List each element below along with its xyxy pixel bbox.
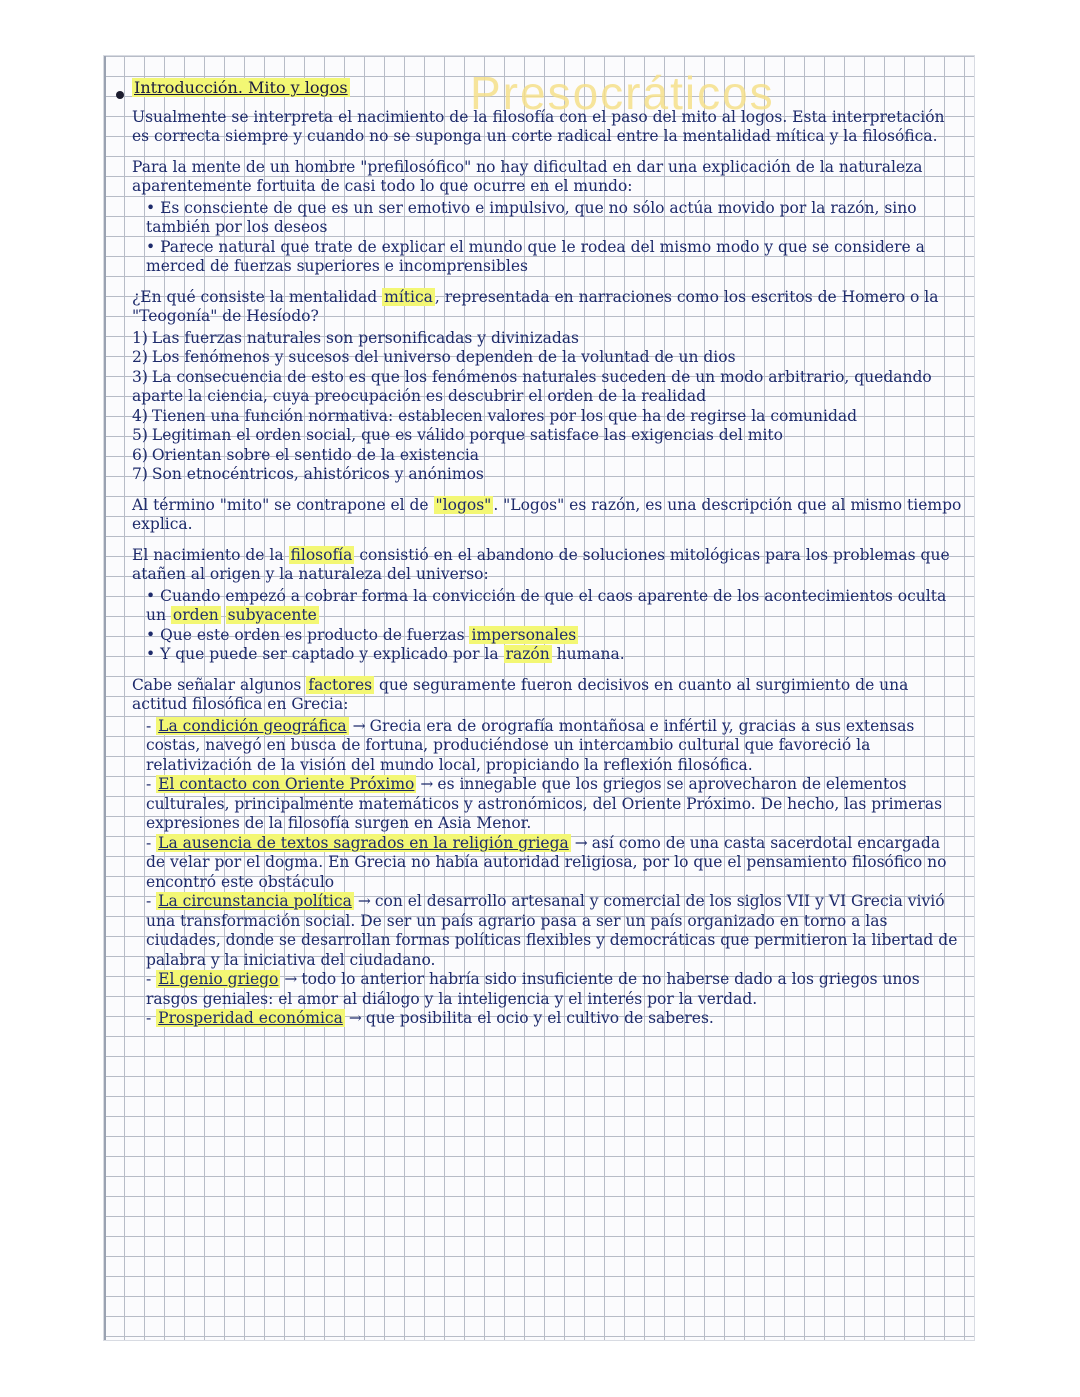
margin-line — [104, 56, 106, 1340]
mythic-question — [132, 288, 962, 327]
factors-text: Cabe señalar algunos — [132, 675, 302, 694]
highlight-subyacente: subyacente — [227, 606, 317, 624]
highlight-razon: razón — [505, 645, 550, 663]
philosophy-birth-list — [132, 587, 962, 665]
factor-text: que posibilita el ocio y el cultivo de saberes. — [365, 1009, 714, 1027]
item-number: 3) — [132, 367, 148, 386]
list-item — [146, 970, 962, 1009]
item-number: 1) — [132, 328, 148, 347]
highlight-factores: factores — [308, 675, 373, 694]
mythic-points-list — [132, 329, 962, 485]
list-item — [146, 892, 962, 970]
item-text: Y que puede ser captado y explicado por la — [160, 645, 499, 663]
list-item — [146, 645, 962, 665]
item-number: 4) — [132, 406, 148, 425]
factor-text: así como de una casta sacerdotal encargada de velar por el dogma. En Grecia no había autoridad religiosa, por lo que el pensamiento filosófico no encontró este obstáculo — [146, 833, 947, 891]
logos-text-end: . "Logos" es razón, es una descripción que al mismo tiempo explica. — [132, 495, 962, 533]
notes-content — [132, 78, 962, 1040]
factor-label: Prosperidad económica — [158, 1009, 343, 1027]
item-text: Los fenómenos y sucesos del universo dependen de la voluntad de un dios — [151, 348, 736, 366]
item-text: Tienen una función normativa: establecen valores por los que ha de regirse la comunidad — [151, 406, 858, 425]
list-item — [146, 1009, 962, 1029]
item-text: La consecuencia de esto es que los fenómenos naturales suceden de un modo arbitrario, quedando aparte la ciencia, cuya preocupación es descubrir el orden de la realidad — [132, 367, 932, 405]
factor-label: El genio griego — [158, 970, 279, 988]
item-text: Cuando empezó a cobrar forma la convicción de que el caos aparente de los acontecimientos oculta un — [146, 586, 947, 624]
item-text: Orientan sobre el sentido de la existencia — [151, 445, 480, 464]
list-item — [132, 368, 962, 407]
question-text: ¿En qué consiste la mentalidad — [132, 287, 378, 306]
highlight-impersonales: impersonales — [471, 625, 577, 644]
item-number: 7) — [132, 465, 148, 483]
logos-definition — [132, 496, 962, 535]
highlight-mitica: mítica — [384, 287, 433, 306]
factors-list — [132, 717, 962, 1029]
factor-text: es innegable que los griegos se aprovecharon de elementos culturales, principalmente matemáticos y astronómicos, del Oriente Próximo. De hecho, las primeras expresiones de la filosofía surgen en Asia Menor. — [146, 775, 943, 832]
logos-text: Al término "mito" se contrapone el de — [132, 495, 429, 514]
list-item — [146, 717, 962, 776]
highlight-orden: orden — [172, 606, 219, 624]
item-text: Son etnocéntricos, ahistóricos y anónimos — [151, 465, 484, 483]
item-text: Que este orden es producto de fuerzas — [160, 625, 465, 644]
highlight-filosofia: filosofía — [290, 545, 353, 564]
arrow-icon: → — [352, 716, 366, 735]
item-text-end: humana. — [556, 645, 625, 663]
question-text-end: , representada en narraciones como los escritos de Homero o la "Teogonía" de Hesíodo? — [132, 287, 939, 325]
page-title — [132, 78, 962, 98]
philosophy-birth-paragraph — [132, 546, 962, 585]
list-item — [146, 587, 962, 626]
factor-text: con el desarrollo artesanal y comercial de los siglos VII y VI Grecia vivió una transformación social. De ser un país agrario pasa a ser un país organizado en torno a las ciudades, donde se desarrollan formas políticas flexibles y democráticas que permitieron la libertad de palabra y la iniciativa del ciudadano. — [146, 892, 958, 969]
birth-text: El nacimiento de la — [132, 545, 284, 564]
list-item — [132, 465, 962, 485]
list-item — [146, 775, 962, 834]
list-item: • Parece natural que trate de explicar el mundo que le rodea del mismo modo y que se considere a merced de fuerzas superiores e incomprensibles — [146, 238, 962, 277]
item-number: 5) — [132, 426, 148, 444]
title-bullet-icon — [116, 91, 124, 99]
title-text: Introducción. Mito y logos — [134, 78, 348, 97]
item-text: Las fuerzas naturales son personificadas y divinizadas — [151, 328, 579, 347]
factors-intro — [132, 676, 962, 715]
list-item: • Es consciente de que es un ser emotivo e impulsivo, que no sólo actúa movido por la razón, sino también por los deseos — [146, 199, 962, 238]
item-number: 2) — [132, 348, 148, 366]
arrow-icon: → — [574, 833, 588, 852]
list-item — [132, 407, 962, 427]
factor-label: La ausencia de textos sagrados en la religión griega — [158, 833, 569, 852]
factor-label: El contacto con Oriente Próximo — [158, 775, 415, 793]
prephilosophic-list — [132, 199, 962, 277]
highlight-logos: "logos" — [435, 495, 492, 514]
intro-paragraph: Usualmente se interpreta el nacimiento de la filosofía con el paso del mito al logos. Esta interpretación es correcta siempre y cuando no se suponga un corte radical entre la mentalidad mítica y la filosófica. — [132, 107, 945, 145]
arrow-icon: → — [284, 970, 298, 988]
arrow-icon: → — [348, 1009, 362, 1027]
item-text: Legitiman el orden social, que es válido porque satisface las exigencias del mito — [151, 426, 783, 444]
prephilosophic-paragraph: Para la mente de un hombre "prefilosófico" no hay dificultad en dar una explicación de la naturaleza aparentemente fortuita de casi todo lo que ocurre en el mundo: — [132, 157, 923, 195]
factor-label: La circunstancia política — [158, 892, 352, 910]
list-item — [132, 348, 962, 368]
factor-text: Grecia era de orografía montañosa e infértil y, gracias a sus extensas costas, navegó en busca de fortuna, produciéndose un intercambio cultural que favoreció la relativización de la visión del mundo local, propiciando la reflexión filosófica. — [146, 716, 915, 774]
factor-text: todo lo anterior habría sido insuficiente de no haberse dado a los griegos unos rasgos geniales: el amor al diálogo y la inteligencia y el interés por la verdad. — [146, 970, 920, 1008]
arrow-icon: → — [420, 775, 434, 793]
list-item — [132, 329, 962, 349]
list-item — [132, 426, 962, 446]
list-item — [132, 446, 962, 466]
heading-watermark: Presocráticos — [470, 67, 775, 119]
list-item — [146, 834, 962, 893]
item-number: 6) — [132, 445, 148, 464]
list-item — [146, 626, 962, 646]
factors-text-end: que seguramente fueron decisivos en cuanto al surgimiento de una actitud filosófica en Grecia: — [132, 675, 909, 713]
arrow-icon: → — [357, 892, 371, 910]
birth-text-end: consistió en el abandono de soluciones mitológicas para los problemas que atañen al origen y la naturaleza del universo: — [132, 545, 950, 583]
factor-label: La condición geográfica — [158, 716, 347, 735]
